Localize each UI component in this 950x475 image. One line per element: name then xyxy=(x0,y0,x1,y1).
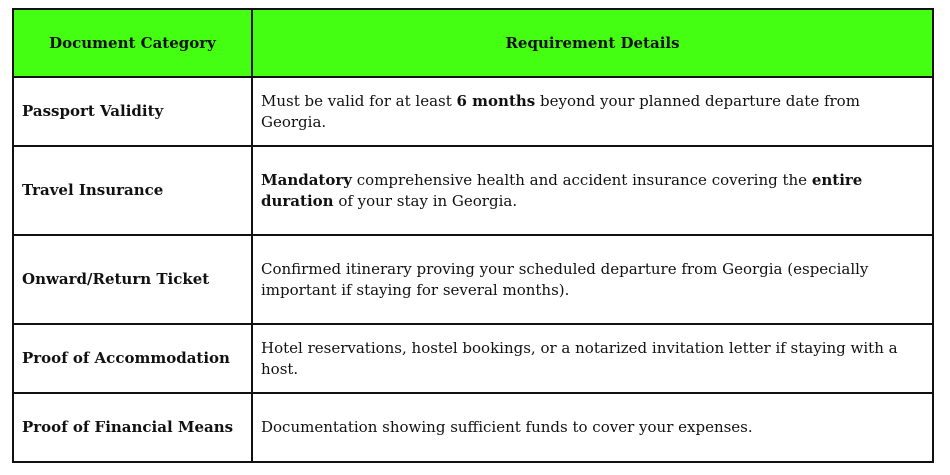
row-detail: Confirmed itinerary proving your scheduled departure from Georgia (especially important if staying for several months). xyxy=(252,235,933,324)
header-document-category: Document Category xyxy=(13,9,252,77)
table-row xyxy=(13,235,933,324)
row-detail: Must be valid for at least 6 months beyond your planned departure date from Georgia. xyxy=(252,77,933,146)
table-header-row xyxy=(13,9,933,77)
table-row xyxy=(13,146,933,235)
table-row xyxy=(13,77,933,146)
row-category: Proof of Accommodation xyxy=(13,324,252,393)
table-row xyxy=(13,393,933,462)
row-category: Passport Validity xyxy=(13,77,252,146)
row-detail: Documentation showing sufficient funds to cover your expenses. xyxy=(252,393,933,462)
row-category: Onward/Return Ticket xyxy=(13,235,252,324)
row-category: Travel Insurance xyxy=(13,146,252,235)
requirements-table xyxy=(12,8,934,463)
header-requirement-details: Requirement Details xyxy=(252,9,933,77)
row-detail: Mandatory comprehensive health and accident insurance covering the entire duration of your stay in Georgia. xyxy=(252,146,933,235)
row-category: Proof of Financial Means xyxy=(13,393,252,462)
table-row xyxy=(13,324,933,393)
row-detail: Hotel reservations, hostel bookings, or a notarized invitation letter if staying with a host. xyxy=(252,324,933,393)
requirements-table-wrapper xyxy=(12,8,934,463)
